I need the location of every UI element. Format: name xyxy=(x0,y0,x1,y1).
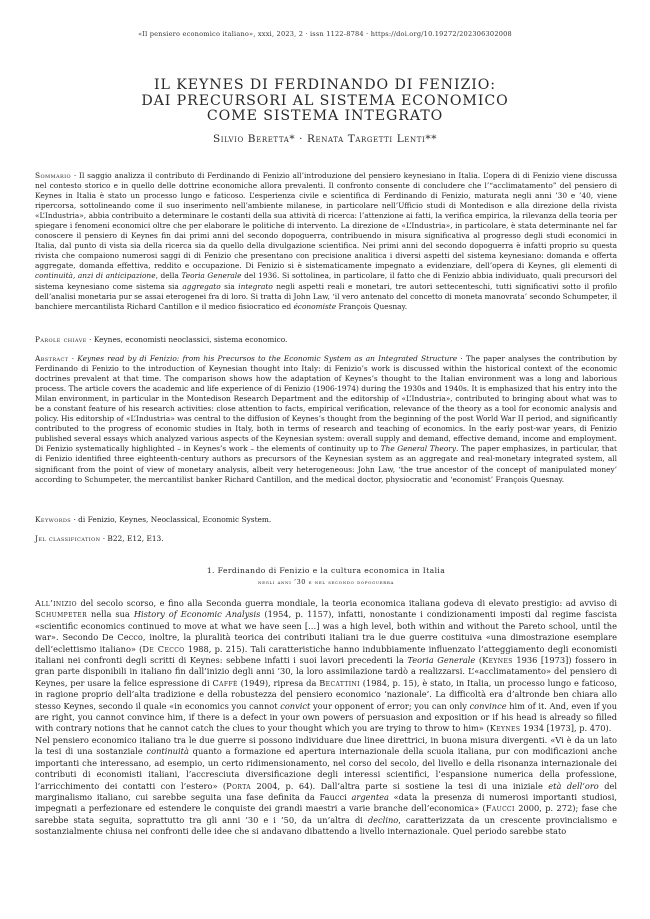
sommario-label: Sommario xyxy=(35,171,72,180)
body-emph: convince xyxy=(469,700,507,711)
abstract-text: · xyxy=(68,354,78,363)
body-emph: argentea xyxy=(351,791,389,802)
body-emph: History of Economic Analysis xyxy=(133,609,261,620)
article-title xyxy=(60,78,590,125)
body-text-run: «data la presenza di numerosi importanti studiosi, impegnati a perfezionare ed estendere le conquiste dei grandi maestri a varie branche dell’economica» ( xyxy=(35,791,618,814)
sommario-text: · Il saggio analizza il contributo di Ferdinando di Fenizio all’introduzione del pensiero keynesiano in Italia. L’opera di di Fenizio viene discussa nel contesto storico e in quello delle dottrine economiche allora prevalenti. Il confronto consente di concludere che l’“acclimatamento” del pensiero di Keynes in Italia è stato un processo lungo e faticoso. L’esperienza civile e scientifica di Ferdinando di Fenizio, maturata negli anni ’30 e ’40, viene ripercorsa, sottolineando come il suo inserimento nell’ambiente milanese, in particolare nell’Ufficio studi di Montedison e alla direzione della rivista «L’Industria», abbia contribuito a determinare le costanti della sua attività di ricerca: l’attenzione ai fatti, la verifica empirica, la rilevanza della teoria per spiegare i fenomeni economici oltre che per elaborare le politiche di intervento. La direzione de «L’Industria», in particolare, è stata determinante nel far conoscere il pensiero di Keynes fin dai primi anni del secondo dopoguerra, contribuendo in misura significativa al progresso degli studi economici in Italia, dal punto di vista sia della ricerca sia da quello della divulgazione scientifica. Nei primi anni del secondo dopoguerra è infatti proprio su questa rivista che compaiono numerosi saggi di di Fenizio che presentano con precisione analitica i diversi aspetti del sistema keynesiano: domanda e offerta aggregate, domanda effettiva, reddito e occupazione. Di Fenizio si è sistematicamente impegnato a evidenziare, dell’opera di Keynes, gli elementi di xyxy=(35,171,617,271)
body-text-run: him of it. And, even if you are right, you cannot convince him, if there is a defect in your own powers of persuasion and exposition or if his head is already so filled with contrary notions that he cannot catch the clues to your thought which you are trying to throw to him» ( xyxy=(35,700,618,734)
parole-chiave-paragraph xyxy=(35,335,617,345)
title-line-1: IL KEYNES DI FERDINANDO DI FENIZIO: xyxy=(154,77,496,93)
section-title: 1. Ferdinando di Fenizio e la cultura economica in Italia xyxy=(206,566,446,575)
sommario-text: del 1936. Si sottolinea, in particolare, il fatto che di Fenizio abbia individuato, quali precursori del sistema keynesiano come sistema sia xyxy=(35,271,617,291)
abstract-text: · The paper analyses the contribution by Ferdinando di Fenizio to the introduction of Keynesian thought into Italy: di Fenizio’s work is discussed within the historical context of the economic doctrines prevalent at that time. The comparison shows how the adaptation of Keynes’s thought to the Italian environment was a long and laborious process. The article covers the academic and life experience of di Fenizio (1906-1974) during the 1930s and 1940s. It is emphasized that his entry into the Milan environment, in particular in the Montedison Research Department and the editorship of «L’Industria», contributed to bringing about what was to be a constant feature of his research activities: close attention to facts, empirical verification, relevance of the theory as a tool for economic analysis and policy. His editorship of «L’Industria» was central to the diffusion of Keynes’s thought from the beginning of the post World War II period, and significantly contributed to the progress of economic studies in Italy, both in terms of research and teaching of economics. In the early post-war years, di Fenizio published several essays which analyzed various aspects of the Keynesian system: overall supply and demand, effective demand, income and employment. Di Fenizio systematically highlighted – in Keynes’s work – the elements of continuity up to xyxy=(35,354,617,454)
body-paragraph-2 xyxy=(35,735,617,838)
jel-text: · B22, E12, E13. xyxy=(100,534,164,543)
citation-author: Schumpeter xyxy=(35,609,87,620)
jel-label: Jel classification xyxy=(35,534,101,543)
body-text-run: 2004, p. 64). Dall’altra parte si sostiene la tesi di una iniziale xyxy=(251,780,549,791)
running-head: «Il pensiero economico italiano», xxxi, 2023, 2 · issn 1122-8784 · https://doi.org/10.19272/202306302008 xyxy=(138,30,512,38)
sommario-emph: aggregato xyxy=(182,281,221,291)
title-line-3: COME SISTEMA INTEGRATO xyxy=(206,108,444,124)
body-emph: continuità xyxy=(146,746,189,757)
body-emph: Teoria Generale xyxy=(407,655,476,666)
parole-chiave-text: · Keynes, economisti neoclassici, sistema economico. xyxy=(86,335,288,344)
abstract-emph: The General Theory xyxy=(380,444,456,454)
keywords-text: · di Fenizio, Keynes, Neoclassical, Economic System. xyxy=(71,515,272,524)
sommario-emph: Teoria Generale xyxy=(181,271,242,281)
body-lead: All’inizio xyxy=(35,598,77,608)
sommario-emph: économiste xyxy=(293,301,337,311)
section-subtitle: negli anni ’30 e nel secondo dopoguerra xyxy=(258,578,394,586)
keywords-paragraph xyxy=(35,515,617,525)
sommario-text: negli aspetti reali e monetari, tre autori settecenteschi, tutti significativi sotto il profilo dell’analisi monetaria pur se assai eterogenei fra di loro. Si tratta di John Law, ‘il vero antenato del concetto di moneta manovrata’ secondo Schumpeter, il banchiere mercantilista Richard Cantillon e il medico fisiocratico ed xyxy=(35,281,618,311)
jel-paragraph xyxy=(35,534,617,544)
body-text-run: your opponent of error; you can only xyxy=(310,700,470,711)
sommario-emph: integrato xyxy=(238,281,273,291)
body-text-run: (1949), ripresa da xyxy=(237,677,320,688)
body-text-run: 1936 [1973]) fossero in gran parte disponibili in italiano fin dall’inizio degli anni ’30, la loro assimilazione tardò a realizzarsi. L’«acclimatamento» del pensiero di Keynes, per usare la felice espressione di xyxy=(35,655,617,688)
body-text-run: ( xyxy=(475,655,483,666)
body-text-run: 1934 [1973], p. 470). xyxy=(520,723,612,734)
sommario-paragraph xyxy=(35,171,617,312)
title-line-2: DAI PRECURSORI AL SISTEMA ECONOMICO xyxy=(141,92,509,109)
abstract-title-emph: Keynes read by di Fenizio: from his Precursos to the Economic System as an Integrated Structure xyxy=(77,354,458,363)
body-emph: convict xyxy=(280,700,311,711)
citation-author: Keynes xyxy=(482,655,513,666)
abstract-label: Abstract xyxy=(35,354,69,363)
body-text-run: (1954, p. 1157), infatti, nonostante i condizionamenti imposti dal regime fascista «scientific economics continued to move at what we have seen […] was a high level, both within and without the Pareto school, until the war». Secondo De Cecco, inoltre, la pluralità teorica dei contributi italiani tra le due guerre costituiva «una dimostrazione esemplare dell’eclettismo italiano» ( xyxy=(35,609,617,654)
body-emph: età dell’oro xyxy=(548,780,599,791)
body-text-run: (1984, p. 15), è stato, in Italia, un processo lungo e faticoso, in ragione proprio dell’alta tradizione e della robustezza del pensiero economico ‘nazionale’. La difficoltà era d’altronde ben chiara allo stesso Keynes, secondo il quale «in economics you cannot xyxy=(35,677,618,711)
parole-chiave-label: Parole chiave xyxy=(35,335,87,344)
sommario-text: sia xyxy=(220,281,239,291)
body-text-run: del secolo scorso, e fino alla Seconda guerra mondiale, la teoria economica italiana godeva di elevato prestigio: ad avviso di xyxy=(77,598,617,608)
body-text-run: nella sua xyxy=(87,609,134,620)
body-text-run: Nel pensiero economico italiano tra le due guerre si possono individuare due linee direttrici, in buona misura divergenti. «Vi è da un lato la tesi di una sostanziale xyxy=(35,734,617,757)
keywords-label: Keywords xyxy=(35,515,72,524)
authors: Silvio Beretta* · Renata Targetti Lenti** xyxy=(212,133,438,145)
citation-author: Becattini xyxy=(319,677,360,688)
sommario-emph: continuità, anzi di anticipazione xyxy=(35,271,156,281)
citation-author: Caffè xyxy=(212,677,238,688)
citation-author: Keynes xyxy=(489,723,521,734)
body-text-run: , caratterizzata da un crescente provincialismo e sostanzialmente chiusa nei confronti delle idee che si andavano dibattendo a livello internazionale. Quel periodo sarebbe stato xyxy=(35,814,617,837)
citation-author: Faucci xyxy=(485,803,515,814)
body-text-run: 2000, p. 272); fase che sarebbe stata seguita, soprattutto tra gli anni ’30 e i ’50, da un’altra di xyxy=(35,803,617,825)
sommario-text: François Quesnay. xyxy=(336,301,408,311)
body-text-run: 1988, p. 215). Tali caratteristiche hanno indubbiamente influenzato l’atteggiamento degli economisti italiani nei confronti degli scritti di Keynes: sebbene infatti i suoi lavori precedenti la xyxy=(35,643,617,666)
body-text-run: del marginalismo italiano, cui sarebbe seguita una fase definita da Faucci xyxy=(35,780,618,802)
sommario-text: , della xyxy=(155,271,182,281)
abstract-text: . The paper emphasizes, in particular, that di Fenizio identified three eighteenth-century authors as precursors of the Keynesian system as an aggregate and real-monetary integrated system, all significant from the point of view of monetary analysis, albeit very heterogeneous: John Law, ‘the true ancestor of the concept of manipulated money’ according to Schumpeter, the mercantilist banker Richard Cantillon, and the medical doctor, physiocratic and ‘economist’ François Quesnay. xyxy=(35,444,617,484)
body-paragraph-1 xyxy=(35,598,617,735)
body-text-run: quanto a formazione ed apertura internazionale della scuola italiana, pur con modificazioni anche importanti che interessano, ad esempio, un certo ridimensionamento, nel corso del secolo, del livello e della risonanza internazionale dei contributi di economisti italiani, l’accresciuta diversificazione degli interessi scientifici, l’espansione numerica della professione, l’arricchimento dei contatti con l’estero» ( xyxy=(35,746,617,791)
citation-author: Porta xyxy=(226,780,252,791)
abstract-paragraph xyxy=(35,354,617,485)
body-emph: declino xyxy=(367,814,399,825)
citation-author: De Cecco xyxy=(142,643,185,654)
body-text xyxy=(35,598,617,838)
